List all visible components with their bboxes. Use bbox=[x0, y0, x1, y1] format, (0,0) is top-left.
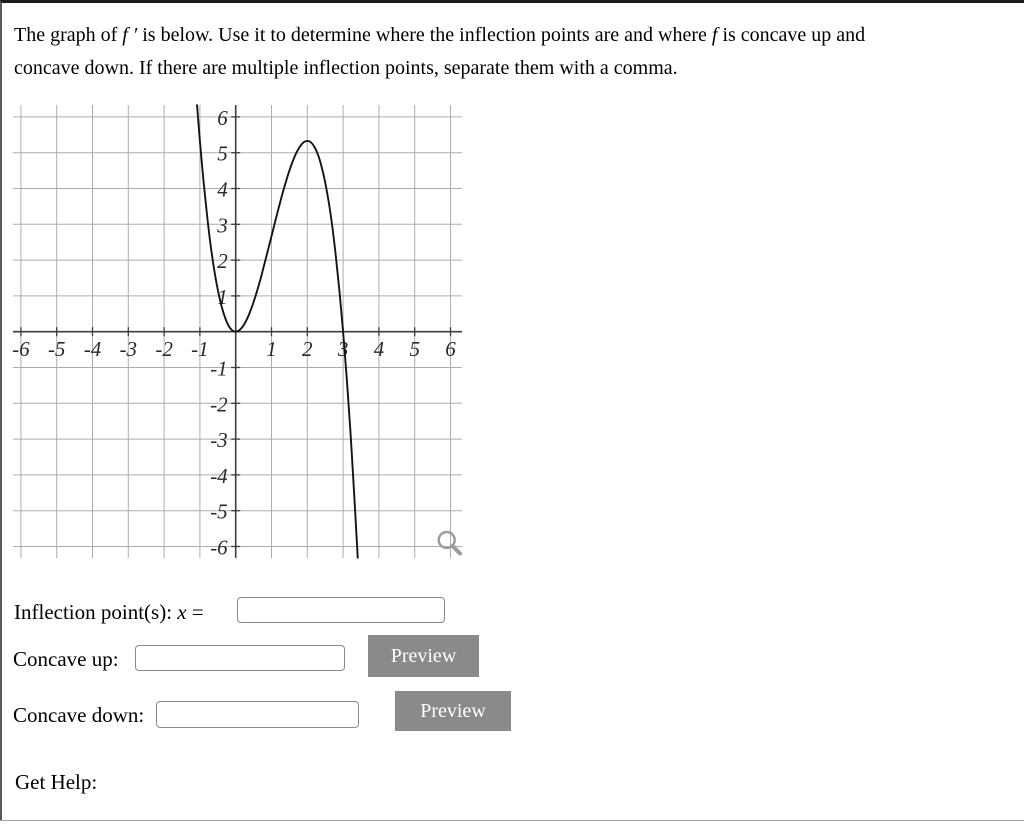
statement-text: concave down. If there are multiple inflection points, separate them with a comma. bbox=[14, 57, 678, 79]
x-axis-tick-label: -6 bbox=[12, 337, 30, 362]
fprime-graph-svg bbox=[10, 103, 465, 561]
inflection-points-input[interactable] bbox=[237, 597, 445, 623]
f-prime-symbol: f ′ bbox=[122, 24, 138, 46]
concave-down-preview-button[interactable]: Preview bbox=[395, 691, 511, 731]
y-axis-tick-label: 1 bbox=[217, 284, 228, 309]
concave-down-label-text: Concave down: bbox=[13, 703, 150, 727]
x-axis-tick-label: -2 bbox=[155, 337, 173, 362]
x-axis-tick-label: 6 bbox=[445, 337, 456, 362]
concave-down-label bbox=[13, 703, 149, 728]
y-axis-tick-label: -1 bbox=[210, 356, 228, 381]
x-axis-tick-label: 1 bbox=[266, 337, 277, 362]
x-variable: x bbox=[177, 600, 187, 624]
x-axis-tick-label: -1 bbox=[191, 337, 209, 362]
get-help-label bbox=[15, 770, 97, 795]
problem-statement bbox=[14, 19, 865, 85]
x-axis-tick-label: 2 bbox=[302, 337, 313, 362]
y-axis-tick-label: 5 bbox=[217, 141, 228, 166]
problem-statement-line2 bbox=[14, 52, 865, 85]
y-axis-tick-label: 3 bbox=[217, 213, 228, 238]
concave-up-label bbox=[13, 647, 124, 672]
y-axis-tick-label: -3 bbox=[210, 428, 228, 453]
x-axis-tick-label: -4 bbox=[83, 337, 102, 362]
y-axis-tick-label: 2 bbox=[217, 249, 228, 274]
concave-up-preview-button[interactable]: Preview bbox=[368, 635, 479, 677]
statement-text: is concave up and bbox=[717, 24, 866, 46]
equals-sign: = bbox=[186, 600, 209, 624]
zoom-icon[interactable] bbox=[439, 532, 460, 554]
y-axis-tick-label: -2 bbox=[210, 392, 228, 417]
fprime-graph bbox=[10, 103, 465, 561]
concave-down-input[interactable] bbox=[156, 701, 359, 728]
y-axis-tick-label: -5 bbox=[210, 499, 228, 524]
statement-text: is below. Use it to determine where the inflection points are and where bbox=[137, 24, 712, 46]
bottom-divider bbox=[0, 820, 1024, 821]
x-axis-tick-label: -3 bbox=[119, 337, 138, 362]
problem-statement-line1 bbox=[14, 19, 865, 52]
axis-tick-labels bbox=[12, 106, 456, 560]
y-axis-tick-label: -4 bbox=[210, 463, 228, 488]
concave-up-input[interactable] bbox=[135, 645, 345, 671]
statement-text: The graph of bbox=[14, 24, 123, 46]
x-axis-tick-label: 5 bbox=[409, 337, 420, 362]
inflection-points-label bbox=[14, 600, 209, 625]
x-axis-tick-label: -5 bbox=[47, 337, 66, 362]
f-symbol: f bbox=[711, 24, 718, 46]
concave-up-label-text: Concave up: bbox=[13, 647, 124, 671]
x-axis-tick-label: 4 bbox=[373, 337, 385, 362]
inflection-label-text: Inflection point(s): bbox=[14, 600, 178, 624]
x-axis-tick-label: 3 bbox=[337, 337, 349, 362]
y-axis-tick-label: 6 bbox=[217, 105, 228, 130]
y-axis-tick-label: 4 bbox=[217, 177, 228, 202]
y-axis-tick-label: -6 bbox=[210, 535, 228, 560]
get-help-text: Get Help: bbox=[15, 770, 98, 794]
